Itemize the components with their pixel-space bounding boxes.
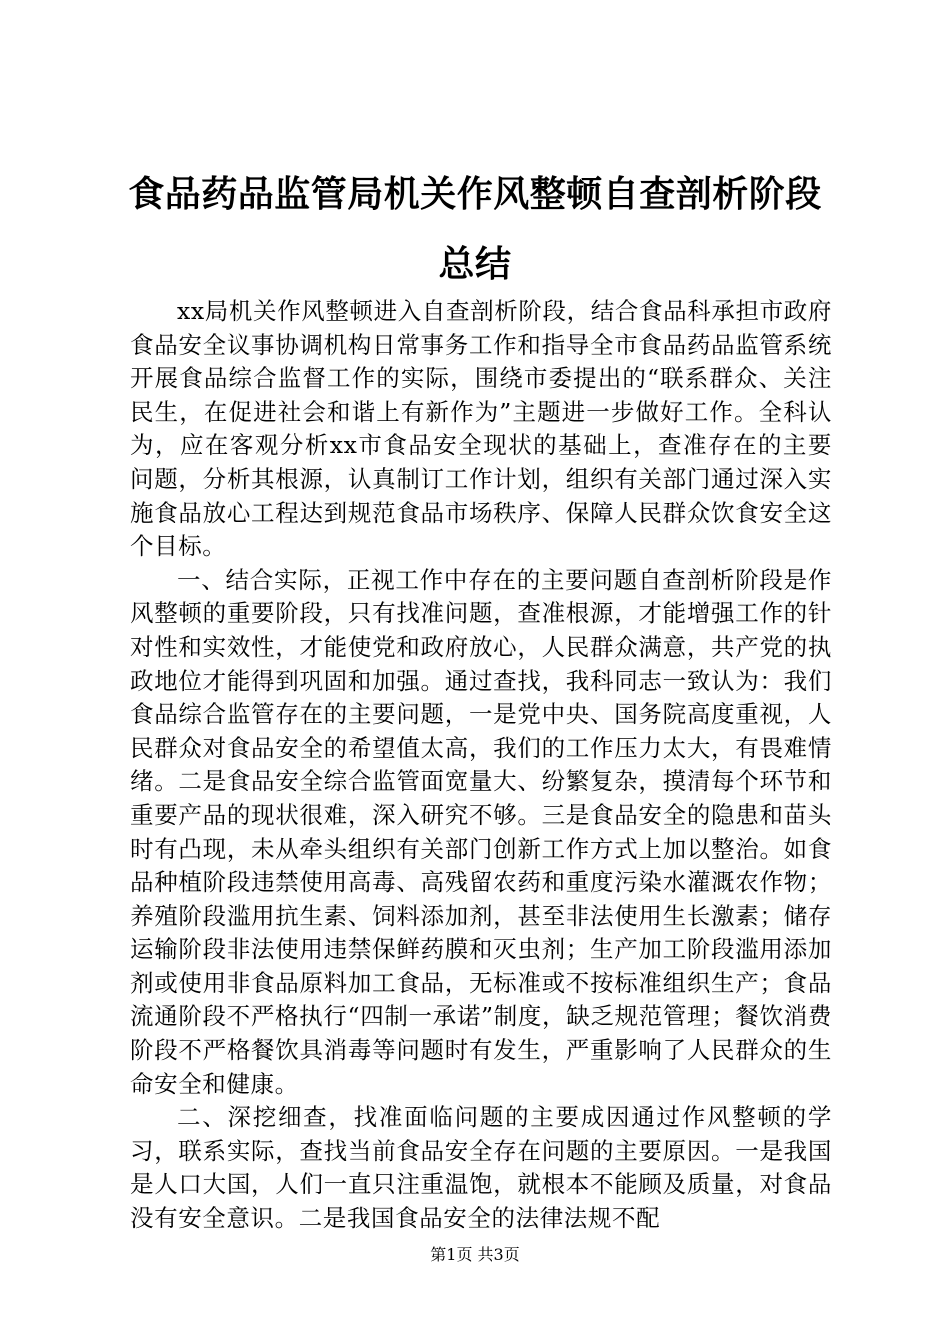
document-title: 食品药品监管局机关作风整顿自查剖析阶段总结 xyxy=(128,174,822,285)
paragraph-section-1: 一、结合实际，正视工作中存在的主要问题自查剖析阶段是作风整顿的重要阶段，只有找准问题，查准根源，才能增强工作的针对性和实效性，才能使党和政府放心，人民群众满意，共产党的执政地位才能得到巩固和加强。通过查找，我科同志一致认为：我们食品综合监管存在的主要问题，一是党中央、国务院高度重视，人民群众对食品安全的希望值太高，我们的工作压力太大，有畏难情绪。二是食品安全综合监管面宽量大、纷繁复杂，摸清每个环节和重要产品的现状很难，深入研究不够。三是食品安全的隐患和苗头时有凸现，未从牵头组织有关部门创新工作方式上加以整治。如食品种植阶段违禁使用高毒、高残留农药和重度污染水灌溉农作物；养殖阶段滥用抗生素、饲料添加剂，甚至非法使用生长激素；储存运输阶段非法使用违禁保鲜药膜和灭虫剂；生产加工阶段滥用添加剂或使用非食品原料加工食品，无标准或不按标准组织生产；食品流通阶段不严格执行“四制一承诺”制度，缺乏规范管理；餐饮消费阶段不严格餐饮具消毒等问题时有发生，严重影响了人民群众的生命安全和健康。 xyxy=(130,565,832,1098)
paragraph-section-2: 二、深挖细查，找准面临问题的主要成因通过作风整顿的学习，联系实际，查找当前食品安全存在问题的主要原因。一是我国是人口大国，人们一直只注重温饱，就根本不能顾及质量，对食品没有安全意识。二是我国食品安全的法律法规不配 xyxy=(130,1103,832,1233)
page-number-footer: 第1页 共3页 xyxy=(430,1245,520,1264)
document-body xyxy=(130,295,832,1236)
paragraph-intro: xx局机关作风整顿进入自查剖析阶段，结合食品科承担市政府食品安全议事协调机构日常事务工作和指导全市食品药品监管系统开展食品综合监督工作的实际，围绕市委提出的“联系群众、关注民生，在促进社会和谐上有新作为”主题进一步做好工作。全科认为，应在客观分析xx市食品安全现状的基础上，查准存在的主要问题，分析其根源，认真制订工作计划，组织有关部门通过深入实施食品放心工程达到规范食品市场秩序、保障人民群众饮食安全这个目标。 xyxy=(130,297,832,561)
